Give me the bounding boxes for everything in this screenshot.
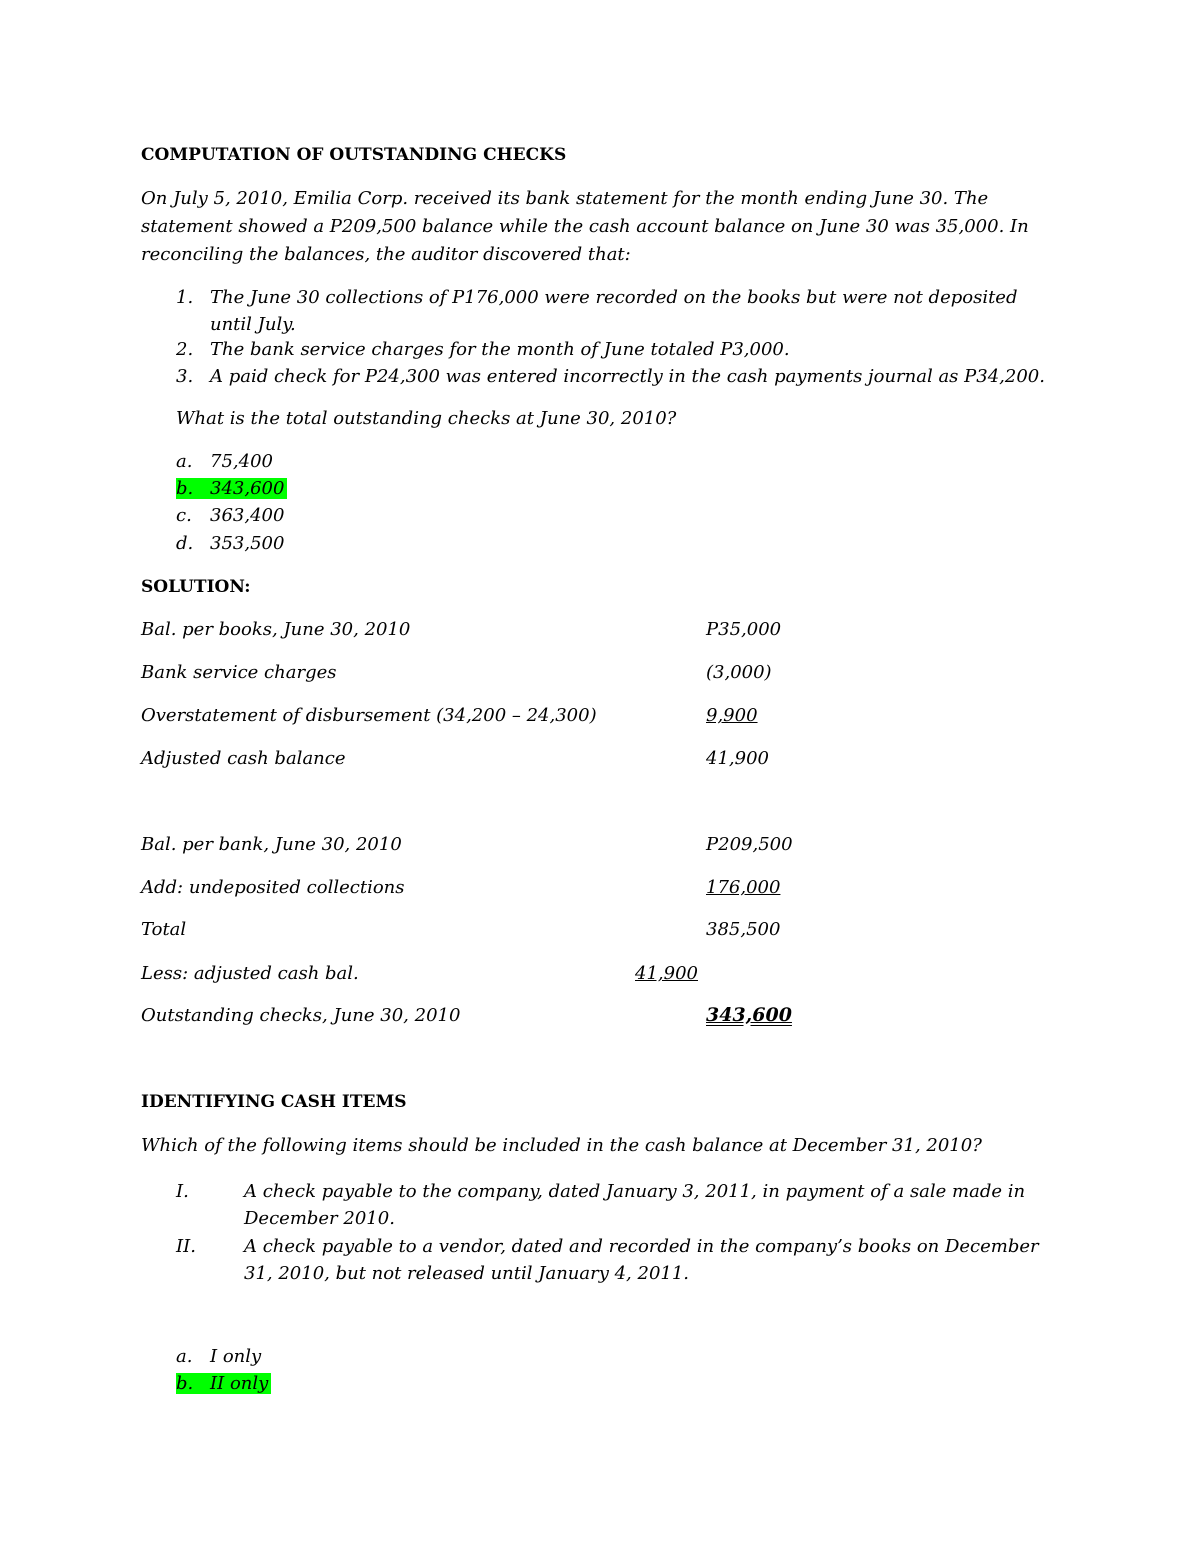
choice-value: I only bbox=[210, 1346, 262, 1367]
finding-number: 1. bbox=[176, 287, 194, 308]
choice-value: 363,400 bbox=[210, 505, 285, 526]
choice-a bbox=[176, 1346, 261, 1367]
solution-heading: SOLUTION: bbox=[141, 577, 251, 597]
choice-value: 75,400 bbox=[210, 451, 273, 472]
question-text: What is the total outstanding checks at June 30, 2010? bbox=[176, 408, 677, 429]
book-row-amount: (3,000) bbox=[706, 662, 772, 683]
choice-letter: b. bbox=[176, 1373, 194, 1394]
choice-b-correct bbox=[176, 478, 287, 499]
choice-c bbox=[176, 505, 284, 526]
choice-letter: a. bbox=[176, 451, 193, 472]
book-row-label: Overstatement of disbursement (34,200 – 24,300) bbox=[141, 705, 597, 726]
choice-b-correct bbox=[176, 1373, 271, 1394]
item-text: A check payable to a vendor, dated and recorded in the company’s books on December 31, 2010, but not released until January 4, 2011. bbox=[244, 1236, 1039, 1284]
finding-text: The June 30 collections of P176,000 were recorded on the books but were not deposited until July. bbox=[210, 287, 1018, 335]
choice-letter: a. bbox=[176, 1346, 193, 1367]
choice-d bbox=[176, 533, 284, 554]
bank-row-label: Less: adjusted cash bal. bbox=[141, 963, 359, 984]
book-row-amount: 41,900 bbox=[706, 748, 769, 769]
section-heading-cash-items: IDENTIFYING CASH ITEMS bbox=[141, 1092, 407, 1112]
choice-letter: d. bbox=[176, 533, 194, 554]
finding-text: A paid check for P24,300 was entered incorrectly in the cash payments journal as P34,200. bbox=[210, 366, 1045, 387]
book-row-label: Bal. per books, June 30, 2010 bbox=[141, 619, 411, 640]
choice-letter: c. bbox=[176, 505, 192, 526]
item-number: I. bbox=[176, 1181, 189, 1202]
cash-item-1 bbox=[176, 1178, 1056, 1232]
finding-item-2 bbox=[176, 339, 790, 360]
book-row-amount: 9,900 bbox=[706, 705, 758, 726]
bank-row-amount: 41,900 bbox=[635, 963, 698, 984]
problem-intro: On July 5, 2010, Emilia Corp. received its bank statement for the month ending June 30. The statement showed a P209,500 balance while the cash account balance on June 30 was 35,000. In reconciling the balances, the auditor discovered that: bbox=[141, 188, 1029, 265]
bank-row-label: Total bbox=[141, 919, 187, 940]
choice-value: 353,500 bbox=[210, 533, 285, 554]
book-row-amount: P35,000 bbox=[706, 619, 782, 640]
item-text: A check payable to the company, dated January 3, 2011, in payment of a sale made in December 2010. bbox=[244, 1181, 1026, 1229]
book-row-label: Bank service charges bbox=[141, 662, 337, 683]
finding-item-3 bbox=[176, 366, 1045, 387]
cash-item-2 bbox=[176, 1233, 1056, 1287]
finding-text: The bank service charges for the month of June totaled P3,000. bbox=[210, 339, 790, 360]
section-heading-outstanding-checks: COMPUTATION OF OUTSTANDING CHECKS bbox=[141, 145, 567, 165]
bank-row-label: Bal. per bank, June 30, 2010 bbox=[141, 834, 402, 855]
finding-number: 3. bbox=[176, 366, 194, 387]
bank-row-label: Outstanding checks, June 30, 2010 bbox=[141, 1005, 461, 1026]
choice-a bbox=[176, 451, 273, 472]
bank-row-amount: 176,000 bbox=[706, 877, 781, 898]
choice-value: 343,600 bbox=[210, 478, 285, 499]
question-text: Which of the following items should be included in the cash balance at December 31, 2010? bbox=[141, 1135, 982, 1156]
finding-number: 2. bbox=[176, 339, 194, 360]
finding-item-1 bbox=[176, 284, 1056, 338]
book-row-label: Adjusted cash balance bbox=[141, 748, 346, 769]
outstanding-checks-total: 343,600 bbox=[706, 1004, 792, 1026]
bank-row-amount: 385,500 bbox=[706, 919, 781, 940]
item-number: II. bbox=[176, 1236, 196, 1257]
bank-row-label: Add: undeposited collections bbox=[141, 877, 405, 898]
bank-row-amount: P209,500 bbox=[706, 834, 793, 855]
choice-value: II only bbox=[210, 1373, 269, 1394]
choice-letter: b. bbox=[176, 478, 194, 499]
